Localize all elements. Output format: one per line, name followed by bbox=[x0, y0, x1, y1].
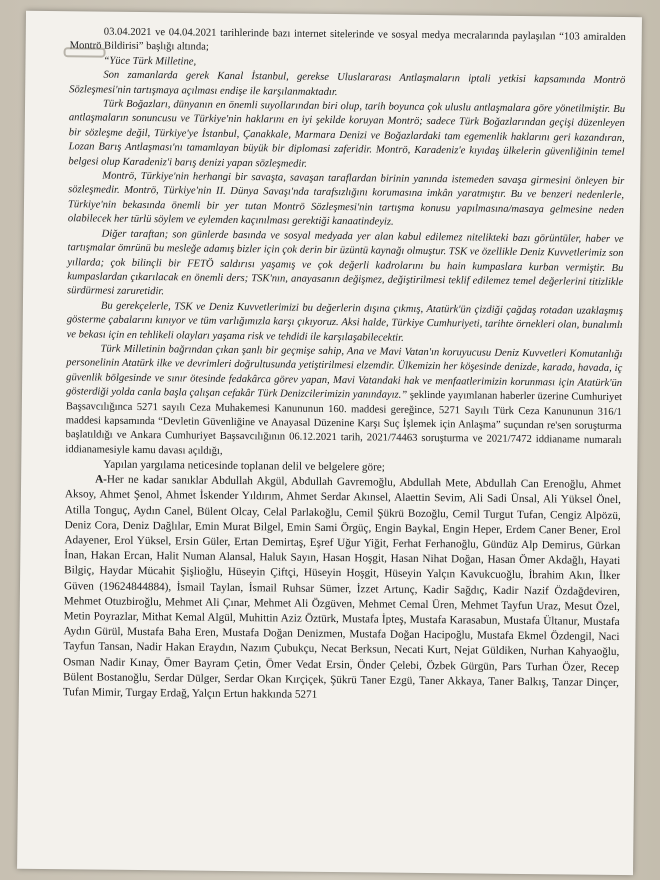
document-body bbox=[63, 25, 626, 706]
quote-paragraph-5: Bu gerekçelerle, TSK ve Deniz Kuvvetlerimizi bu değerlerin dışına çıkmış, Atatürk'ün çizdiği çağdaş rotadan uzaklaşmış gösterme çabalarını kınıyor ve tüm varlığımızla karşı çıkıyoruz. Aksi halde, Türkiye Cumhuriyeti, tarihte örnekleri olan, bunalımlı ve bekası için en tehlikeli olayları yaşama risk ve tehdidi ile karşılaşabilecektir. bbox=[66, 300, 623, 344]
document-page bbox=[17, 11, 642, 875]
final-paragraph bbox=[65, 342, 622, 463]
section-a-text: Her ne kadar sanıklar Abdullah Akgül, Abdullah Gavremoğlu, Abdullah Mete, Abdullah Can Erenoğlu, Ahmet Aksoy, Ahmet Şenol, Ahmet İskender Yıldırım, Ahmet Serdar Akınsel, Alaettin Sevim, Ali Sadi Ünsal, Ali Yüksel Önel, Atilla Tonguç, Aydın Canel, Bülent Olcay, Celal Parlakoğlu, Cemil Şükrü Bozoğlu, Cemil Turgut Tufan, Cengiz Alpözü, Deniz Cora, Deniz Dağlılar, Emin Murat Bilgel, Emin Sami Örgüç, Engin Baykal, Engin Heper, Erdem Caner Bener, Erol Adayener, Erol Yüksel, Ersin Güler, Ertan Demirtaş, Eşref Uğur Yiğit, Ferhat Ferhanoğlu, Gündüz Alp Demirus, Gürkan İnan, Hakan Ercan, Halit Numan Alansal, Haluk Sayın, Hasan Hoşgit, Hasan Nihat Doğan, Hasan Ömer Akdağlı, Hayati Bilgiç, Haydar Mücahit Şişlioğlu, Hüseyin Çiftçi, Hüseyin Hoşgit, Hüseyin Yalçın Kavukcuoğlu, İbrahim Akın, İlker Güven (19624844884), İsmail Taylan, İsmail Ruhsar Sümer, İzzet Artunç, Kadir Sağdıç, Kadir Nazif Özdağdeviren, Mehmet Otuzbiroğlu, Mehmet Ali Çınar, Mehmet Ali Özgüven, Mehmet Cemal Üren, Mehmet Tayfun Uraz, Mesut Özel, Metin Poyrazlar, Mithat Kemal Algül, Muhittin Aziz Öztürk, Mustafa İpteş, Mustafa Karasabun, Mustafa Ültanur, Mustafa Aydın Gürül, Mustafa Baha Eren, Mustafa Doğan Denizmen, Mustafa Doğan Hacipoğlu, Mustafa Ekmel Özdengil, Naci Tayfun Tansan, Nadir Hakan Eraydın, Nazım Çubukçu, Necat Berksun, Necati Kurt, Nejat Güldiken, Nurhan Kahyaoğlu, Osman Nadir Kınay, Ömer Bayram Çetin, Ömer Vedat Ersin, Önder Çelebi, Özbek Gürgün, Pars Turhan Özer, Recep Bülent Bostanoğlu, Serdar Dülger, Serdar Okan Kırçiçek, Şükrü Taner Ezgü, Taner Akkaya, Taner Balkış, Tanzar Dinçer, Tufan Mimir, Turgay Erdağ, Yalçın Ertun hakkında 5271 bbox=[62, 473, 622, 701]
quote-paragraph-3: Montrö, Türkiye'nin herhangi bir savaşta, savaşan taraflardan birinin yanında istemeden savaşa girmesini önleyen bir sözleşmedir. Montrö, Türkiye'nin II. Dünya Savaşı'nda tarafsızlığını korumasına imkân yaratmıştır. Bu ve benzeri nedenlerle, Türkiye'nin bekasında önemli bir yer tutan Montrö Sözleşmesi'nin tartışma konusu yapılmasına/masaya gelmesine neden olabilecek her türlü söylem ve eylemden kaçınılması gerektiği kanaatindeyiz. bbox=[67, 170, 625, 228]
salutation: “Yüce Türk Milletine, bbox=[103, 55, 197, 68]
quote-paragraph-2: Türk Boğazları, dünyanın en önemli suyollarından biri olup, tarih boyunca çok uluslu antlaşmalara göre yönetilmiştir. Bu antlaşmaların sonuncusu ve Türkiye'nin haklarını en iyi şekilde koruyan Montrö; sadece Türk Boğazlarından geçişi düzenleyen bir sözleşme değil, Türkiye'ye İstanbul, Çanakkale, Marmara Denizi ve Boğazlardaki tam egemenlik haklarını geri kazandıran, Lozan Barış Antlaşması'nı tamamlayan büyük bir diplomasi zaferidir. Montrö, Karadeniz'e kıyıdaş ülkelerin güvenliğinin temel belgesi olup Karadeniz'i barış denizi yapan sözleşmedir. bbox=[68, 98, 626, 170]
intro-paragraph: 03.04.2021 ve 04.04.2021 tarihlerinde bazı internet sitelerinde ve sosyal medya mecralarında paylaşılan “103 amiralden Montrö Bildirisi” başlığı altında; bbox=[69, 26, 626, 54]
evaluation-lead: Yapılan yargılama neticesinde toplanan delil ve belgelere göre; bbox=[103, 458, 385, 474]
final-quote: Türk Milletinin bağrından çıkan şanlı bir geçmişe sahip, Ana ve Mavi Vatan'ın koruyucusu Deniz Kuvvetleri Komutanlığı personelinin Atatürk ilke ve devrimleri doğrultusunda yetiştirilmesi elzemdir. Ülkemizin her köşesinde denizde, karada, havada, iç güvenlik bölgesinde ve sınır ötesinde fedakârca görev yapan, Mavi Vatandaki hak ve menfaatlerimizin korunması için Atatürk'ün gösterdiği yolda canla başla çalışan cefakâr Türk Denizcilerimizin yanındayız.” bbox=[65, 343, 623, 401]
quote-paragraph-1: Son zamanlarda gerek Kanal İstanbul, gerekse Uluslararası Antlaşmaların iptali yetkisi kapsamında Montrö Sözleşmesi'nin tartışmaya açılması endişe ile karşılanmaktadır. bbox=[69, 69, 626, 98]
section-a-label: A- bbox=[95, 473, 107, 486]
section-a bbox=[63, 472, 621, 706]
quote-paragraph-4: Diğer taraftan; son günlerde basında ve sosyal medyada yer alan kabul edilemez nitelikteki bazı görüntüler, haber ve tartışmalar ömrünü bu mesleğe adamış bizler için çok derin bir üzüntü kaynağı olmuştur. TSK ve özellikle Deniz Kuvvetlerimiz son yıllarda; çok bilinçli bir FETÖ saldırısı yaşamış ve çok değerli kadrolarını bu hain kumpaslara kurban vermiştir. Bu kumpaslardan çıkarılacak en önemli ders; TSK'nın, anayasanın değişmez, değiştirilmesi teklif edilemez temel değerlerini titizlikle sürdürmesi zaruretidir. bbox=[67, 228, 624, 298]
final-tail: şeklinde yayımlanan haberler üzerine Cumhuriyet Başsavcılığınca 5271 sayılı Ceza Muhakemesi Kanununun 160. maddesi gereğince, 5271 Sayılı Türk Ceza Kanununun 316/1 maddesi kapsamında “Devletin Güvenliğine ve Anayasal Düzenine Karşı Suç İşlemek için Anlaşma” suçundan re'sen soruşturma başlatıldığı ve Ankara Cumhuriyet Başsavcılığının 06.12.2021 tarih, 2021/74463 soruşturma ve 2021/7472 iddianame numaralı iddianamesiyle kamu davası açıldığı, bbox=[65, 389, 623, 457]
